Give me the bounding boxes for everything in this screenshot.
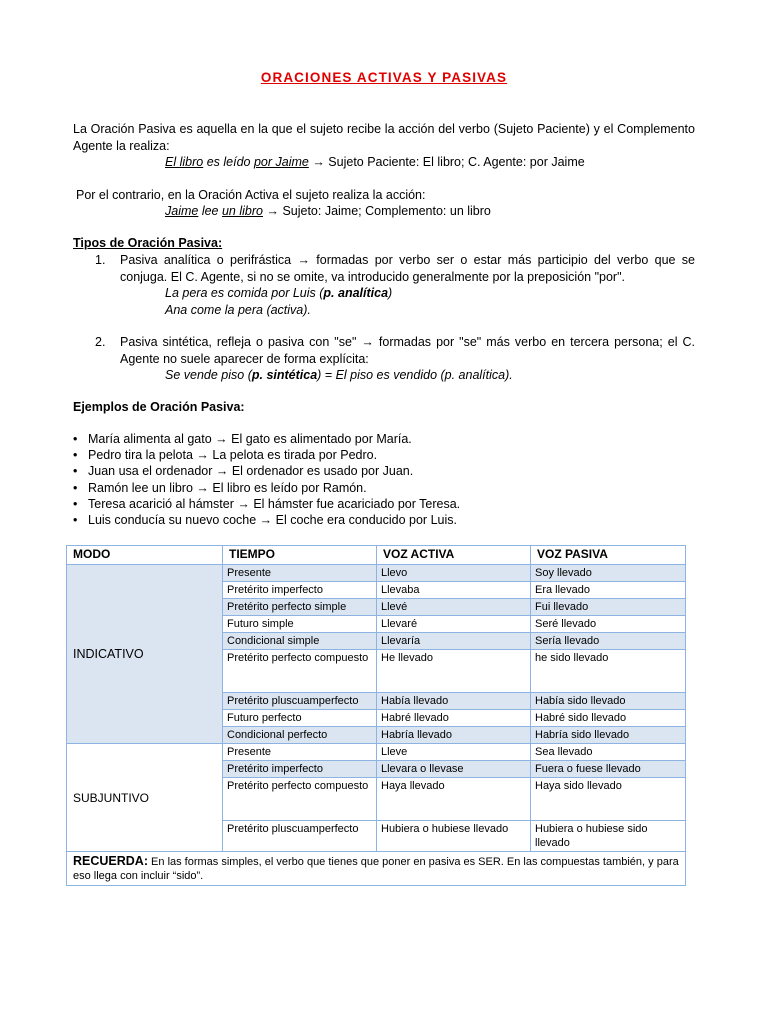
examples-list [73, 431, 460, 528]
passive-example-subject: El libro [165, 155, 204, 169]
table-cell: Pretérito perfecto compuesto [223, 650, 377, 693]
table-cell: Presente [223, 565, 377, 582]
table-cell: Soy llevado [531, 565, 686, 582]
bullet-icon: • [73, 432, 78, 446]
header-modo: MODO [67, 546, 223, 565]
table-cell: Había sido llevado [531, 693, 686, 710]
table-cell: Había llevado [377, 693, 531, 710]
type-item-number: 1. [95, 253, 106, 267]
passive-example-note: Sujeto Paciente: El libro; C. Agente: por Jaime [328, 155, 585, 169]
active-definition: Por el contrario, en la Oración Activa el sujeto realiza la acción: [76, 188, 426, 202]
example-label: p. sintética [251, 368, 318, 382]
table-cell: Llevaba [377, 582, 531, 599]
table-cell: Pretérito imperfecto [223, 582, 377, 599]
table-cell: Presente [223, 744, 377, 761]
passive-def-text-end: ) y el Complemento Agente la realiza: [73, 122, 695, 153]
arrow-icon: → [308, 155, 329, 169]
examples-heading: Ejemplos de Oración Pasiva: [73, 400, 245, 414]
conjugation-table [66, 545, 686, 886]
recuerda-label: RECUERDA: [73, 854, 148, 868]
table-cell: Habré llevado [377, 710, 531, 727]
list-item [73, 512, 460, 528]
table-cell: Llevo [377, 565, 531, 582]
table-cell: Hubiera o hubiese sido llevado [531, 821, 686, 852]
example-text: ) = El piso es vendido (p. analítica). [317, 368, 513, 382]
list-item-text: Luis conducía su nuevo coche → El coche era conducido por Luis. [88, 513, 457, 528]
table-cell: Fui llevado [531, 599, 686, 616]
passive-example-verb: es leído [203, 155, 254, 169]
passive-def-term: Sujeto Paciente [497, 122, 586, 136]
table-cell: Sería llevado [531, 633, 686, 650]
table-cell: Pretérito pluscuamperfecto [223, 821, 377, 852]
table-cell: Pretérito perfecto compuesto [223, 778, 377, 821]
bullet-icon: • [73, 464, 78, 479]
table-cell: Era llevado [531, 582, 686, 599]
example-text: Se vende piso ( [165, 368, 252, 382]
header-voz-pasiva: VOZ PASIVA [531, 546, 686, 565]
modo-indicativo: INDICATIVO [67, 565, 223, 744]
table-cell: Llevaré [377, 616, 531, 633]
table-cell: Fuera o fuese llevado [531, 761, 686, 778]
table-row [67, 565, 686, 582]
passive-example-agent: por Jaime [253, 155, 309, 169]
list-item-text: Juan usa el ordenador → El ordenador es usado por Juan. [88, 464, 414, 479]
table-row [67, 852, 686, 886]
table-row [67, 744, 686, 761]
type-item-number: 2. [95, 335, 106, 349]
table-cell: Pretérito perfecto simple [223, 599, 377, 616]
bullet-icon: • [73, 480, 78, 495]
bullet-icon: • [73, 496, 78, 511]
table-cell: Hubiera o hubiese llevado [377, 821, 531, 852]
table-cell: Haya sido llevado [531, 778, 686, 821]
table-cell: Condicional perfecto [223, 727, 377, 744]
header-tiempo: TIEMPO [223, 546, 377, 565]
active-example [73, 203, 768, 220]
passive-def-text: La Oración Pasiva es aquella en la que el sujeto recibe la acción del verbo ( [73, 122, 498, 136]
list-item [73, 480, 460, 496]
table-cell: Condicional simple [223, 633, 377, 650]
active-example-note: Sujeto: Jaime; Complemento: un libro [282, 204, 491, 218]
list-item-text: María alimenta al gato → El gato es alimentado por María. [88, 432, 412, 446]
table-cell: Sea llevado [531, 744, 686, 761]
types-heading: Tipos de Oración Pasiva: [73, 236, 223, 250]
type-item-1 [95, 252, 695, 318]
type-item-text: Pasiva sintética, refleja o pasiva con "se" → formadas por "se" más verbo en tercera persona; el C. Agente no suele aparecer de forma explícita: [120, 335, 695, 366]
table-header-row [67, 546, 686, 565]
table-cell: Futuro perfecto [223, 710, 377, 727]
table-cell: Pretérito pluscuamperfecto [223, 693, 377, 710]
list-item-text: Teresa acarició al hámster → El hámster fue acariciado por Teresa. [88, 496, 461, 511]
table-cell: Haya llevado [377, 778, 531, 821]
recuerda-note [67, 852, 686, 886]
bullet-icon: • [73, 448, 78, 463]
modo-subjuntivo: SUBJUNTIVO [67, 744, 223, 852]
table-cell: Llevé [377, 599, 531, 616]
list-item [73, 447, 460, 463]
passive-example [73, 154, 768, 171]
active-example-verb: lee [198, 204, 222, 218]
header-voz-activa: VOZ ACTIVA [377, 546, 531, 565]
type-item-example [165, 285, 695, 302]
type-item-example: Ana come la pera (activa). [165, 302, 311, 317]
type-item-2 [95, 334, 695, 384]
recuerda-text: En las formas simples, el verbo que tienes que poner en pasiva es SER. En las compuestas también, y para eso llega con incluir “sido”. [73, 856, 679, 882]
list-item [73, 496, 460, 512]
table-cell: Futuro simple [223, 616, 377, 633]
example-text: La pera es comida por Luis ( [165, 286, 324, 300]
bullet-icon: • [73, 513, 78, 528]
table-cell: Lleve [377, 744, 531, 761]
type-item-example [165, 367, 695, 384]
table-cell: Llevara o llevase [377, 761, 531, 778]
list-item [73, 463, 460, 479]
type-item-text: Pasiva analítica o perifrástica → formadas por verbo ser o estar más participio del verbo que se conjuga. El C. Agente, si no se omite, va introducido generalmente por la preposición "por". [120, 253, 695, 284]
example-label: p. analítica [323, 286, 389, 300]
list-item-text: Pedro tira la pelota → La pelota es tirada por Pedro. [88, 448, 378, 463]
table-cell: He llevado [377, 650, 531, 693]
active-example-object: un libro [221, 204, 263, 218]
active-example-subject: Jaime [165, 204, 199, 218]
example-text: ) [388, 286, 393, 300]
table-cell: he sido llevado [531, 650, 686, 693]
table-cell: Habría sido llevado [531, 727, 686, 744]
list-item-text: Ramón lee un libro → El libro es leído por Ramón. [88, 480, 367, 495]
page-title: ORACIONES ACTIVAS Y PASIVAS [260, 70, 508, 85]
table-cell: Seré llevado [531, 616, 686, 633]
table-cell: Habré sido llevado [531, 710, 686, 727]
table-cell: Habría llevado [377, 727, 531, 744]
table-cell: Pretérito imperfecto [223, 761, 377, 778]
list-item [73, 431, 460, 447]
arrow-icon: → [262, 204, 283, 218]
passive-definition [73, 121, 695, 154]
table-cell: Llevaría [377, 633, 531, 650]
